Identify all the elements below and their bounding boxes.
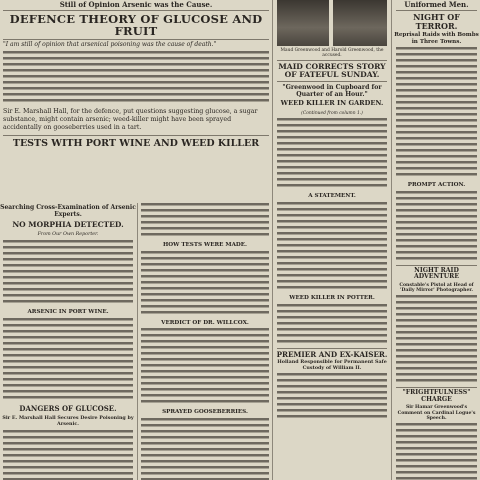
photo-portrait: [333, 0, 387, 46]
subhead-premier: Holland Responsible for Permanent Safe Custody of William II.: [277, 359, 387, 371]
body-text: [396, 295, 477, 385]
subhead-cupboard: "Greenwood in Cupboard for Quarter of an Hour.": [282, 84, 382, 99]
photo-caption: Maud Greenwood and Harold Greenwood, the accused.: [280, 48, 384, 59]
headline-night-raid: NIGHT RAID ADVENTURE: [413, 266, 460, 281]
body-text: [3, 430, 133, 480]
rule: [396, 10, 477, 11]
photo-portrait: [277, 0, 329, 46]
defence-paragraph: Sir E. Marshall Hall, for the defence, put questions suggesting glucose, a sugar substance, might contain arsenic; weed-killer might have been sprayed accidentally on gooseberries used in a tart.: [3, 108, 258, 132]
headline-tests: TESTS WITH PORT WINE AND WEED KILLER: [12, 137, 260, 149]
column-divider: [272, 0, 273, 480]
middle-content: [274, 48, 390, 421]
rule: [277, 60, 387, 61]
body-text: [277, 373, 387, 421]
section-sprayed: SPRAYED GOOSEBERRIES.: [162, 409, 248, 416]
headline-frightfulness: "FRIGHTFULNESS" CHARGE: [402, 389, 471, 403]
body-text: [277, 202, 387, 292]
body-text: [277, 118, 387, 190]
body-text: [141, 203, 269, 239]
subhead-constable: Constable's Pistol at Head of 'Daily Mirror' Photographer.: [399, 282, 474, 293]
subhead-greenwood-comment: Sir Hamar Greenwood's Comment on Cardinal Logue's Speech.: [397, 405, 476, 421]
section-weed-potter: WEED KILLER IN POTTER.: [289, 294, 375, 301]
subhead-cross-examination: Searching Cross-Examination of Arsenic Experts.: [0, 204, 136, 218]
headline-maid: MAID CORRECTS STORY OF FATEFUL SUNDAY.: [278, 62, 386, 80]
sub-column-b: [138, 203, 272, 480]
body-text: [396, 47, 477, 179]
body-text: [141, 418, 269, 480]
rule: [3, 135, 269, 136]
section-verdict: VERDICT OF DR. WILLCOX.: [161, 319, 249, 326]
continued-note: (Continued from column 1.): [301, 110, 363, 116]
opening-quote: "I am still of opinion that arsenical poisoning was the cause of death.": [3, 41, 217, 49]
top-headline: Uniformed Men.: [404, 0, 469, 9]
rule: [3, 39, 269, 40]
sub-column-a: [0, 203, 136, 480]
body-text: [277, 304, 387, 346]
headline-defence-theory: DEFENCE THEORY OF GLUCOSE AND FRUIT: [9, 12, 263, 39]
headline-night-terror: NIGHT OF TERROR.: [413, 12, 460, 31]
rule: [3, 10, 269, 11]
section-dangers-glucose: DANGERS OF GLUCOSE.: [19, 403, 117, 413]
body-text: [141, 251, 269, 317]
subhead-dangers: Sir E. Marshall Hall Secures Desire Poisoning by Arsenic.: [2, 415, 134, 427]
paragraph-text: [3, 51, 269, 105]
section-arsenic-port: ARSENIC IN PORT WINE.: [27, 309, 109, 316]
rule: [396, 387, 477, 388]
body-text: [141, 328, 269, 406]
column-middle: [274, 0, 390, 480]
column-divider: [391, 0, 392, 480]
column-right: [393, 0, 480, 480]
body-text: [396, 191, 477, 263]
subhead-weed-killer: WEED KILLER IN GARDEN.: [280, 99, 384, 108]
byline: From Our Own Reporter.: [37, 232, 99, 238]
rule: [277, 81, 387, 82]
subhead-no-morphia: NO MORPHIA DETECTED.: [12, 219, 124, 229]
rule: [396, 265, 477, 266]
section-prompt-action: PROMPT ACTION.: [407, 181, 466, 188]
section-statement: A STATEMENT.: [308, 193, 356, 200]
body-text: [396, 423, 477, 480]
body-text: [3, 318, 133, 402]
body-text: [3, 240, 133, 306]
subhead-reprisal: Reprisal Raids with Bombs in Three Towns.: [394, 32, 479, 45]
headline-premier: PREMIER AND EX-KAISER.: [276, 349, 388, 359]
top-headline: Still of Opinion Arsenic was the Cause.: [59, 0, 213, 9]
rule: [277, 348, 387, 349]
section-how-tests: HOW TESTS WERE MADE.: [162, 242, 247, 248]
